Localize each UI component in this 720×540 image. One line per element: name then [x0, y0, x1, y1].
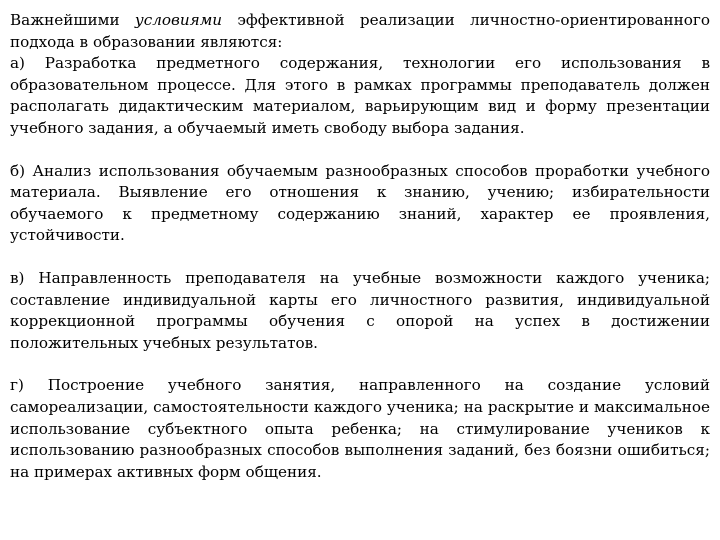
point-v-text: в) Направленность преподавателя на учебные возможности каждого ученика; составление индивидуальной карты его личностного развития, индивидуальной коррекционной программы обучения с опорой на успех в достижении положительных учебных результатов.: [10, 268, 710, 352]
point-g-paragraph: [10, 375, 710, 483]
intro-text-start: Важнейшими: [10, 11, 135, 29]
point-b-paragraph: [10, 161, 710, 247]
point-b-text: б) Анализ использования обучаемым разнообразных способов проработки учебного материала. Выявление его отношения к знанию, учению; избирательности обучаемого к предметному содержанию знаний, характер ее проявления, устойчивости.: [10, 161, 710, 245]
intro-text-end: эффективной реализации личностно-ориентированного подхода в образовании являются:: [10, 11, 710, 51]
intro-italic-word: условиями: [134, 11, 223, 29]
point-g-text: г) Построение учебного занятия, направленного на создание условий самореализации, самостоятельности каждого ученика; на раскрытие и максимальное использование субъектного опыта ребенка; на стимулирование учеников к использованию разнообразных способов выполнения заданий, без боязни ошибиться; на примерах активных форм общения.: [10, 376, 710, 481]
point-a-text: а) Разработка предметного содержания, технологии его использования в образовательном процессе. Для этого в рамках программы преподаватель должен располагать дидактическим материалом, варьирующим вид и форму презентации учебного задания, а обучаемый иметь свободу выбора задания.: [10, 54, 710, 137]
point-v-paragraph: [10, 268, 710, 354]
intro-paragraph: [10, 10, 710, 140]
